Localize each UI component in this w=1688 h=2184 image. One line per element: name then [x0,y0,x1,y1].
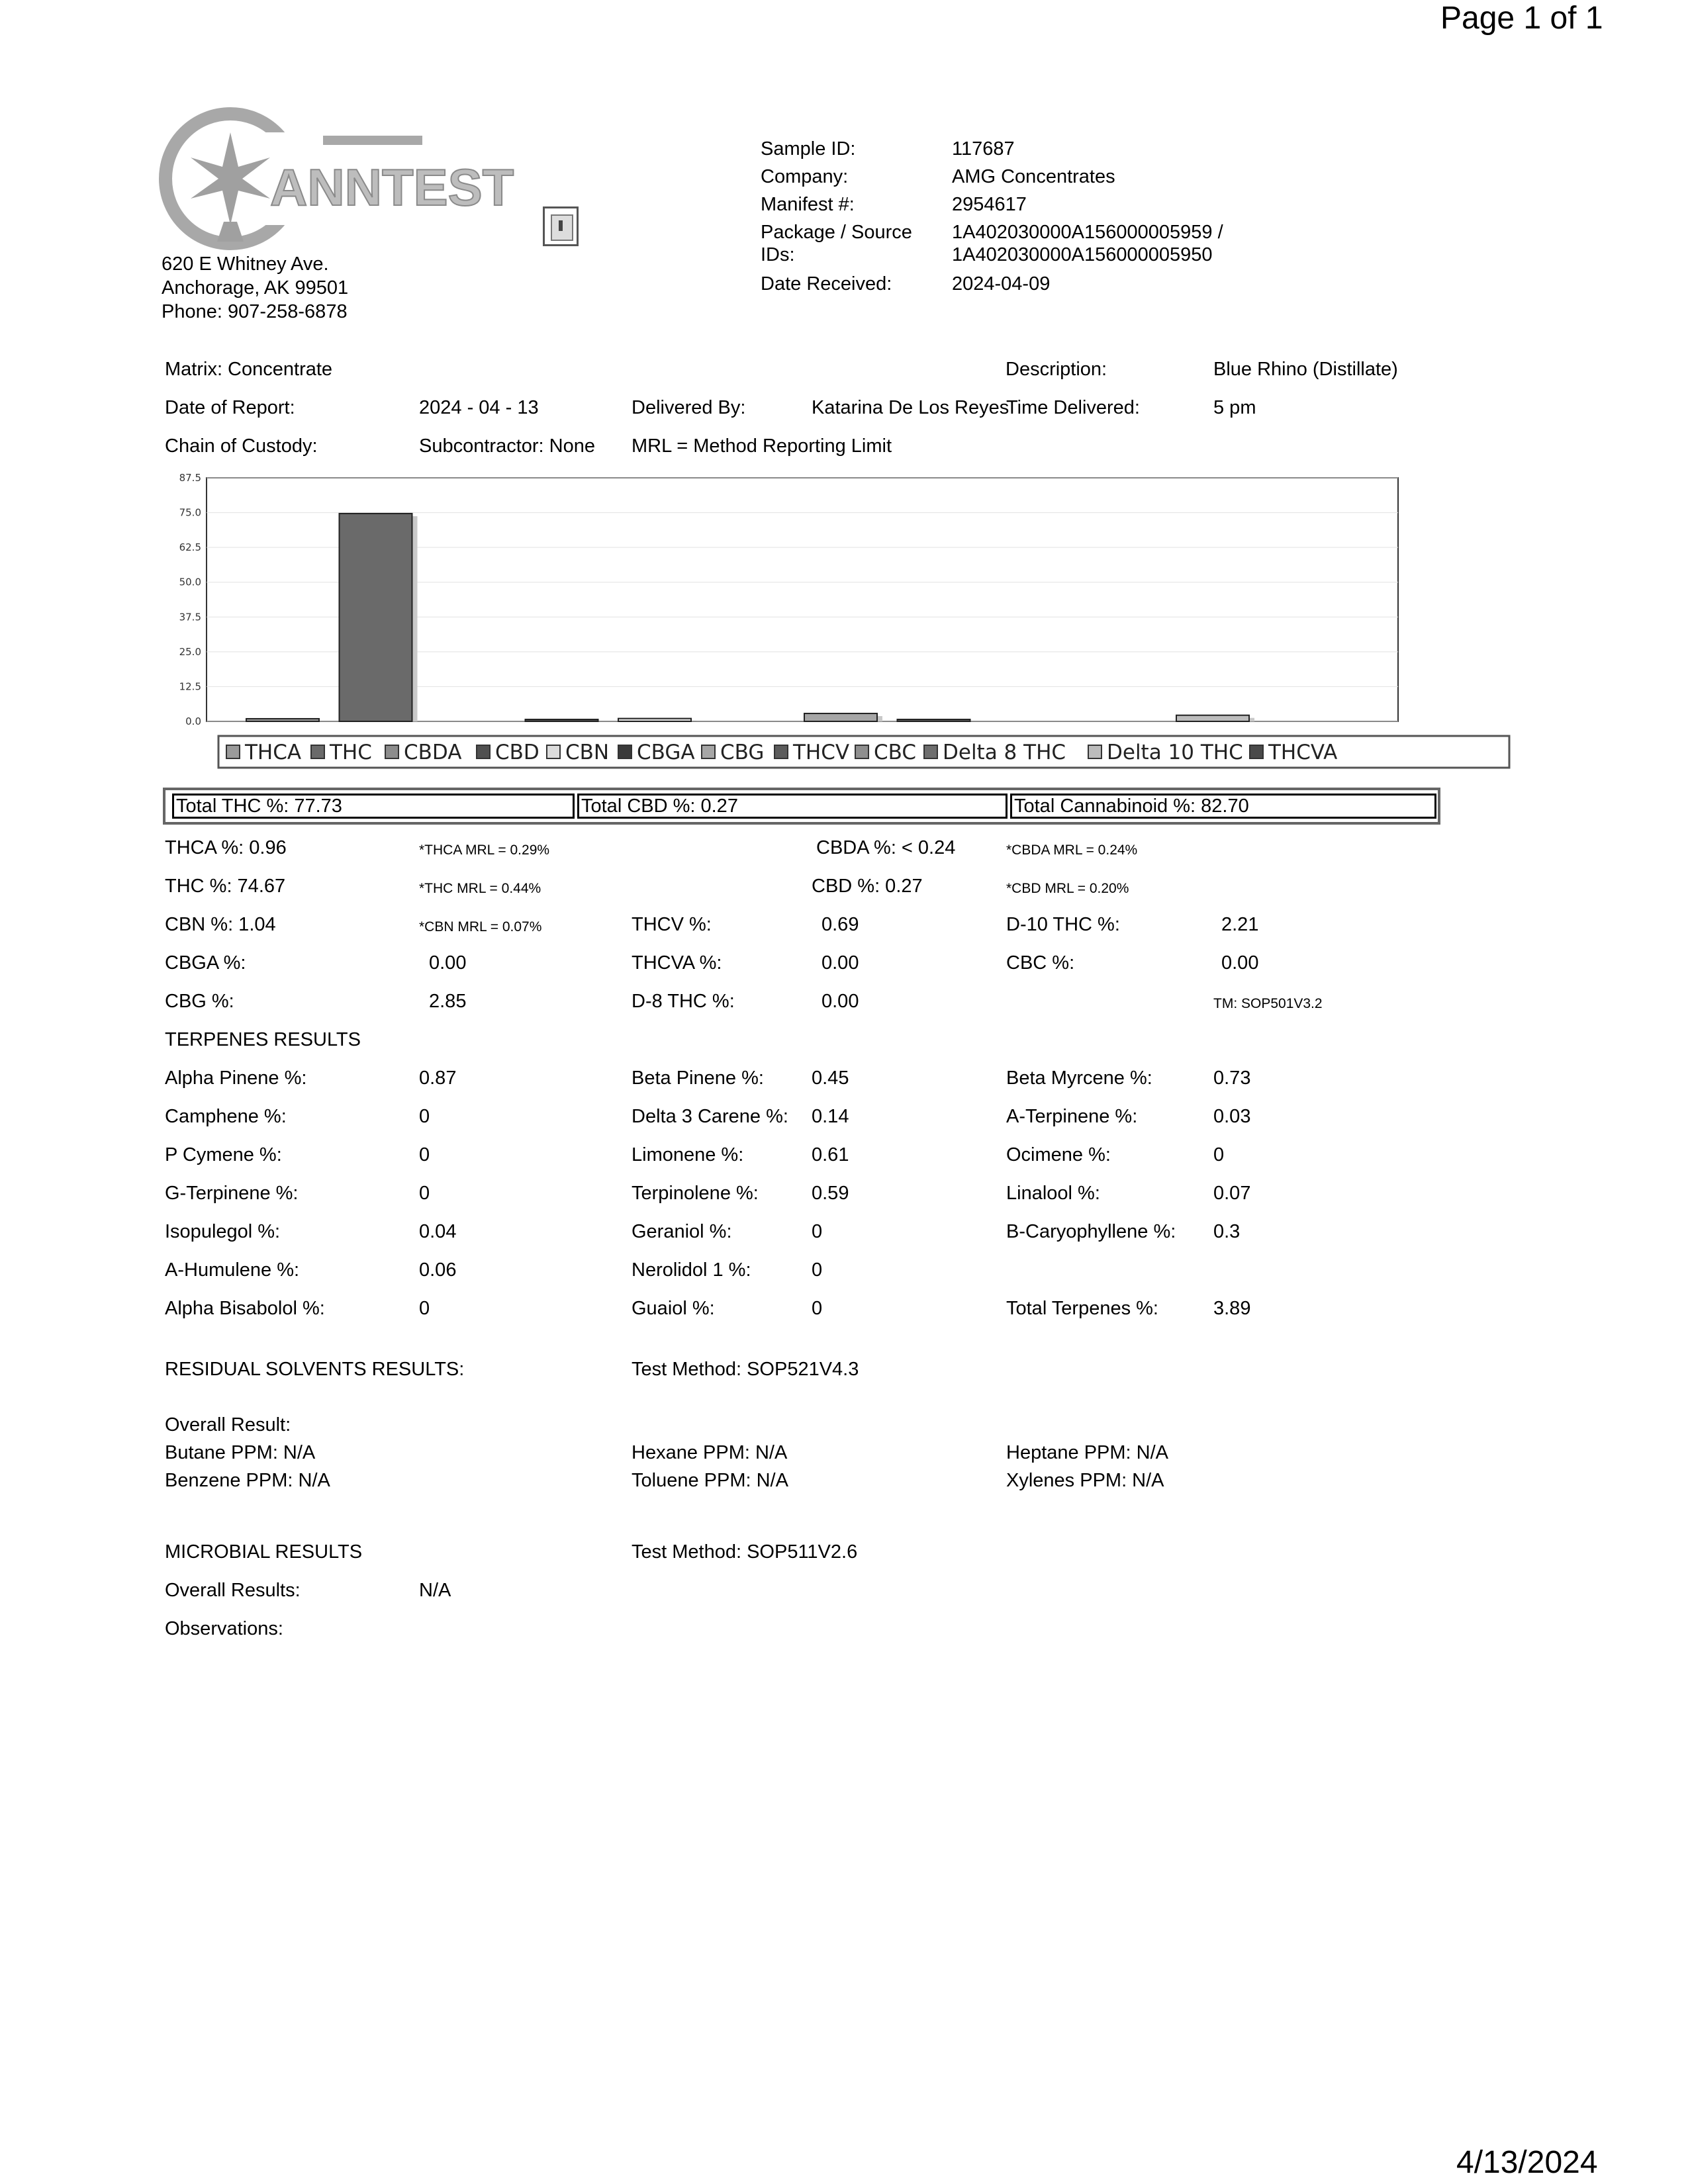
terpene-label: Beta Myrcene %: [1006,1068,1152,1089]
legend-swatch-cbda [385,745,399,758]
terpene-label: Geraniol %: [632,1221,732,1242]
package-label-ids: IDs: [761,244,795,265]
legend-label-cbda: CBDA [404,741,462,764]
microbial-heading: MICROBIAL RESULTS [165,1541,363,1563]
footer-date: 4/13/2024 [1456,2145,1598,2180]
cbd-result: CBD %: 0.27 [812,876,923,897]
benzene-ppm: Benzene PPM: N/A [165,1470,330,1491]
cbg-value: 2.85 [429,991,467,1012]
terpene-label: Terpinolene %: [632,1183,759,1204]
bar-cbg [804,713,877,721]
terpene-value: 0.73 [1213,1068,1251,1089]
bar-thcv [898,719,970,721]
total-cbd: Total CBD %: 0.27 [577,794,1008,819]
sample-id: 117687 [952,138,1015,159]
bar-thca [246,719,319,721]
cbga-label: CBGA %: [165,952,246,974]
terpene-value: 0 [419,1183,430,1204]
y-tick-label: 0.0 [185,715,201,727]
cbda-mrl: *CBDA MRL = 0.24% [1006,842,1138,858]
legend-label-delta-10-thc: Delta 10 THC [1107,741,1243,764]
mrl-note: MRL = Method Reporting Limit [632,435,892,457]
legend-label-thc: THC [330,741,372,764]
terpene-label: Isopulegol %: [165,1221,281,1242]
terpene-value: 0.45 [812,1068,849,1089]
terpene-value: 0 [812,1221,823,1242]
date-received-label: Date Received: [761,273,892,295]
legend-swatch-cbc [855,745,868,758]
delivered-by-label: Delivered By: [632,397,746,418]
canntest-logo [158,106,514,261]
bar-delta-10-thc [1176,715,1249,721]
terpene-value: 0.06 [419,1259,457,1281]
thcv-value: 0.69 [821,914,859,935]
terpene-value: 0 [419,1144,430,1165]
legend-label-cbd: CBD [495,741,539,764]
legend-swatch-delta-8-thc [924,745,937,758]
date-received: 2024-04-09 [952,273,1051,295]
time-delivered: 5 pm [1213,397,1256,418]
y-tick-label: 50.0 [179,576,201,588]
matrix: Matrix: Concentrate [165,359,333,380]
delivered-by: Katarina De Los Reyes [812,397,1009,418]
terpene-label: A-Terpinene %: [1006,1106,1138,1127]
document-icon [543,206,579,246]
bar-cbn [618,719,691,721]
legend-swatch-cbn [547,745,560,758]
terpene-label: Ocimene %: [1006,1144,1111,1165]
cbda-result: CBDA %: < 0.24 [816,837,956,858]
legend-swatch-cbg [702,745,715,758]
terpenes-heading: TERPENES RESULTS [165,1029,361,1050]
terpene-value: 0.61 [812,1144,849,1165]
microbial-overall-label: Overall Results: [165,1580,301,1601]
legend-swatch-thc [311,745,324,758]
legend-swatch-thcv [774,745,788,758]
terpene-value: 0.14 [812,1106,849,1127]
observations-label: Observations: [165,1618,283,1639]
terpene-label: Total Terpenes %: [1006,1298,1158,1319]
terpene-label: Guaiol %: [632,1298,715,1319]
legend-label-cbn: CBN [565,741,610,764]
thcva-label: THCVA %: [632,952,722,974]
cbc-label: CBC %: [1006,952,1075,974]
legend-swatch-thcva [1250,745,1263,758]
company: AMG Concentrates [952,166,1115,187]
d8-thc-value: 0.00 [821,991,859,1012]
sample-id-label: Sample ID: [761,138,856,159]
time-delivered-label: Time Delivered: [1006,397,1140,418]
terpene-label: Alpha Pinene %: [165,1068,307,1089]
terpene-value: 0.3 [1213,1221,1241,1242]
terpene-label: Nerolidol 1 %: [632,1259,751,1281]
microbial-test-method: Test Method: SOP511V2.6 [632,1541,858,1563]
d8-thc-label: D-8 THC %: [632,991,735,1012]
company-label: Company: [761,166,849,187]
package-id-1: 1A402030000A156000005959 / [952,222,1223,243]
cbc-value: 0.00 [1221,952,1259,974]
y-tick-label: 12.5 [179,680,201,693]
cbn-mrl: *CBN MRL = 0.07% [419,919,542,934]
legend-label-thcva: THCVA [1268,741,1338,764]
date-of-report: 2024 - 04 - 13 [419,397,539,418]
legend-swatch-delta-10-thc [1088,745,1102,758]
chain-of-custody: Subcontractor: None [419,435,595,457]
d10-thc-value: 2.21 [1221,914,1259,935]
legend-label-thca: THCA [245,741,302,764]
cbn-result: CBN %: 1.04 [165,914,276,935]
terpene-value: 0.07 [1213,1183,1251,1204]
hexane-ppm: Hexane PPM: N/A [632,1442,788,1463]
terpene-value: 0.03 [1213,1106,1251,1127]
description: Blue Rhino (Distillate) [1213,359,1398,380]
terpene-label: Linalool %: [1006,1183,1100,1204]
legend-swatch-cbga [618,745,632,758]
thc-mrl: *THC MRL = 0.44% [419,881,541,896]
terpene-value: 0 [419,1298,430,1319]
cannabinoid-test-method: TM: SOP501V3.2 [1213,996,1323,1011]
lab-address-line2: Anchorage, AK 99501 [162,277,349,298]
y-tick-label: 25.0 [179,645,201,658]
microbial-overall-value: N/A [419,1580,451,1601]
terpene-label: G-Terpinene %: [165,1183,299,1204]
terpene-value: 0.59 [812,1183,849,1204]
description-label: Description: [1006,359,1107,380]
terpene-label: Delta 3 Carene %: [632,1106,788,1127]
terpene-value: 3.89 [1213,1298,1251,1319]
terpene-label: Camphene %: [165,1106,287,1127]
terpene-value: 0.04 [419,1221,457,1242]
terpene-label: Alpha Bisabolol %: [165,1298,325,1319]
terpene-value: 0.87 [419,1068,457,1089]
toluene-ppm: Toluene PPM: N/A [632,1470,788,1491]
terpene-value: 0 [812,1298,823,1319]
date-of-report-label: Date of Report: [165,397,295,418]
chain-of-custody-label: Chain of Custody: [165,435,318,457]
manifest: 2954617 [952,194,1027,215]
d10-thc-label: D-10 THC %: [1006,914,1120,935]
total-cannabinoid: Total Cannabinoid %: 82.70 [1010,794,1436,819]
y-tick-label: 37.5 [179,611,201,623]
terpene-label: B-Caryophyllene %: [1006,1221,1176,1242]
solvents-test-method: Test Method: SOP521V4.3 [632,1359,859,1380]
terpene-value: 0 [1213,1144,1225,1165]
terpene-value: 0 [419,1106,430,1127]
y-tick-label: 87.5 [179,472,201,484]
y-tick-label: 62.5 [179,541,201,554]
solvents-overall-result: Overall Result: [165,1414,291,1435]
cannabinoid-bar-chart [159,471,1403,776]
terpene-label: Beta Pinene %: [632,1068,764,1089]
thc-result: THC %: 74.67 [165,876,286,897]
legend-label-cbg: CBG [720,741,765,764]
cbg-label: CBG %: [165,991,234,1012]
cbd-mrl: *CBD MRL = 0.20% [1006,881,1129,896]
svg-text:ANNTEST: ANNTEST [270,158,514,216]
terpene-label: Limonene %: [632,1144,744,1165]
cbga-value: 0.00 [429,952,467,974]
thcv-label: THCV %: [632,914,712,935]
thca-result: THCA %: 0.96 [165,837,287,858]
package-id-2: 1A402030000A156000005950 [952,244,1213,265]
manifest-label: Manifest #: [761,194,855,215]
thcva-value: 0.00 [821,952,859,974]
terpene-label: A-Humulene %: [165,1259,300,1281]
legend-label-thcv: THCV [793,741,850,764]
package-label: Package / Source [761,222,912,243]
legend-swatch-thca [226,745,240,758]
thca-mrl: *THCA MRL = 0.29% [419,842,550,858]
totals-row [163,788,1440,825]
butane-ppm: Butane PPM: N/A [165,1442,316,1463]
heptane-ppm: Heptane PPM: N/A [1006,1442,1168,1463]
total-thc: Total THC %: 77.73 [172,794,575,819]
bar-thc [340,514,412,721]
solvents-heading: RESIDUAL SOLVENTS RESULTS: [165,1359,465,1380]
legend-label-delta-8-thc: Delta 8 THC [943,741,1066,764]
y-tick-label: 75.0 [179,506,201,519]
legend-label-cbga: CBGA [637,741,695,764]
page-number: Page 1 of 1 [1440,1,1603,36]
bar-cbd [526,719,598,721]
terpene-value: 0 [812,1259,823,1281]
lab-phone: Phone: 907-258-6878 [162,301,348,322]
legend-swatch-cbd [477,745,490,758]
xylenes-ppm: Xylenes PPM: N/A [1006,1470,1164,1491]
lab-address-line1: 620 E Whitney Ave. [162,253,329,275]
terpene-label: P Cymene %: [165,1144,282,1165]
legend-label-cbc: CBC [874,741,917,764]
